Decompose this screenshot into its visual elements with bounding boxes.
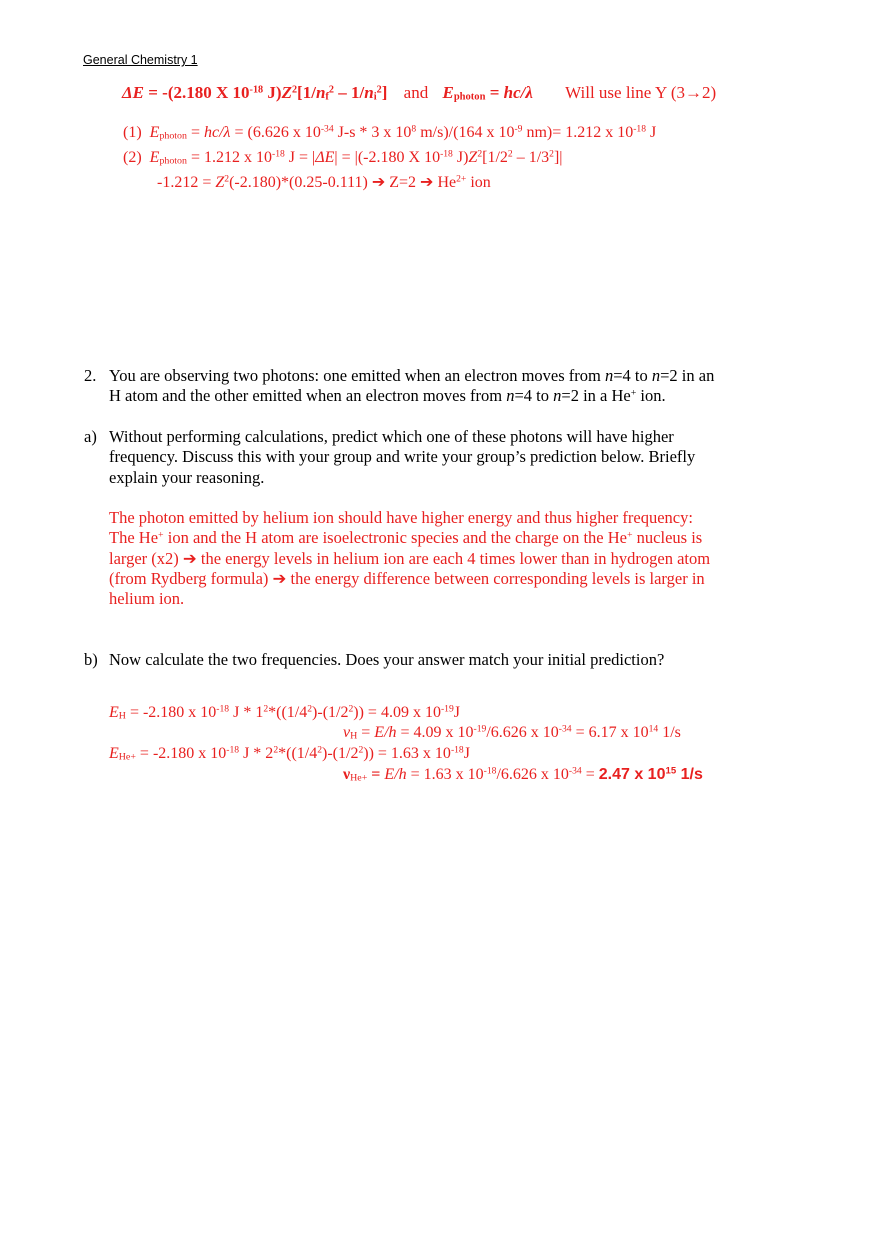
final-answer: 2.47 x $10^{15}$ 1/s: [598, 765, 703, 783]
delta-e-equation: ΔE = -(2.180 X $10^{-18}$ $J)Z^2[1/n_f^2 - 1/n_i^2]$: [122, 83, 388, 103]
frequency-he-calc: $\nu_{He+} = E/h = 1.63$ x $10^{-18}/6.626$ x $10^{-34} = 2.47$ x $10^{15}$ 1/s: [343, 765, 703, 784]
energy-he-calc: $E_{He+} = -2.180$ x $10^{-18}$ $J * 2^2*((1/4^2)-(1/2^2)) = 1.63$ x $10^{-18}J$: [109, 744, 470, 763]
part-a-answer: The photon emitted by helium ion should have higher energy and thus higher frequency: The He+ ion and the H atom are isoelectronic species and the charge on the He+ nucleus is larger (x2) ➔ the energy levels in helium ion are each 4 times lower than in hydrogen atom (from Rydberg formula) ➔ the energy difference between corresponding levels is larger in helium ion.: [109, 508, 711, 609]
photon-equation: $E_{photon} = hc/\lambda$: [442, 83, 533, 103]
frequency-h-calc: $\nu_H = E/h = 4.09$ x $10^{-19}/6.626$ x $10^{-34} = 6.17$ x $10^{14}$ 1/s: [343, 723, 681, 742]
formula-line: [122, 83, 716, 103]
part-b-label: b): [84, 650, 98, 669]
part-a-label: a): [84, 427, 97, 446]
step-2: (2) $E_{photon} = 1.212$ x $10^{-18}$ J = |ΔE| = |(-2.180 X $10^{-18}$ $J)Z^2[1/2^2 - 1/3^2]|$: [123, 148, 563, 167]
question-2-number: 2.: [84, 366, 97, 385]
question-2-text: You are observing two photons: one emitted when an electron moves from n=4 to n=2 in an H atom and the other emitted when an electron moves from n=4 to n=2 in a He+ ion.: [109, 366, 715, 406]
step-3: $-1.212 = Z^2(-2.180)*(0.25-0.111)$ ➔ Z=2 ➔ $He^{2+}$ ion: [157, 173, 491, 191]
energy-h-calc: $E_H = -2.180$ x $10^{-18}$ $J * 1^2*((1/4^2)-(1/2^2)) = 4.09$ x $10^{-19}J$: [109, 703, 460, 722]
part-b-question: Now calculate the two frequencies. Does your answer match your initial prediction?: [109, 650, 665, 669]
part-a-question: Without performing calculations, predict which one of these photons will have higher frequency. Discuss this with your group and write your group’s prediction below. Briefly explain your reasoning.: [109, 427, 696, 487]
line-note: Will use line Y (3→2): [565, 83, 717, 102]
and-word: and: [403, 83, 429, 102]
step-1: (1) $E_{photon} = hc/\lambda = (6.626$ x $10^{-34}$ J-s * 3 x $10^8$ m/s)/(164 x $10^{-9}$ nm)= 1.212 x $10^{-18}$ J: [123, 123, 657, 142]
course-title: General Chemistry 1: [83, 53, 198, 67]
